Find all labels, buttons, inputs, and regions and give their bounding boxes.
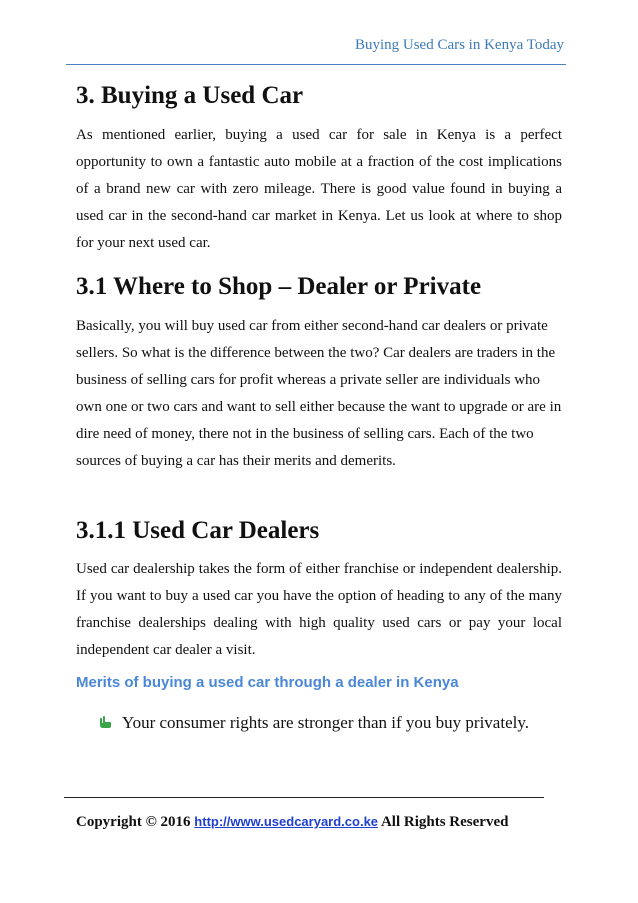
section-paragraph-intro: As mentioned earlier, buying a used car for sale in Kenya is a perfect opportunity to own a fantastic auto mobile at a fraction of the cost implications of a brand new car with zero mileage. There is good value found in buying a used car in the second-hand car market in Kenya. Let us look at where to shop for your next used car. [76, 127, 562, 252]
page-content [76, 74, 562, 733]
running-header: Buying Used Cars in Kenya Today [354, 37, 564, 53]
footer-divider [64, 797, 544, 798]
rights-reserved-text: All Rights Reserved [380, 814, 509, 830]
footer [76, 814, 508, 831]
section-paragraph-where-to-shop: Basically, you will buy used car from either second-hand car dealers or private sellers. So what is the difference between the two? Car dealers are traders in the business of selling cars for profit whereas a private seller are individuals who own one or two cars and want to sell either because the want to upgrade or are in dire need of money, there not in the business of selling cars. Each of the two sources of buying a car has their merits and demerits. [76, 317, 562, 469]
subheading-dealer-merits: Merits of buying a used car through a dealer in Kenya [76, 673, 459, 691]
section-heading-where-to-shop: 3.1 Where to Shop – Dealer or Private [76, 273, 482, 301]
header-divider [66, 64, 566, 65]
pointing-hand-icon [98, 715, 114, 731]
bullet-text: Your consumer rights are stronger than if you buy privately. [122, 712, 529, 732]
section-heading-buying-used-car: 3. Buying a Used Car [76, 82, 304, 109]
section-heading-used-car-dealers: 3.1.1 Used Car Dealers [76, 516, 320, 544]
bullet-item [98, 713, 562, 733]
section-paragraph-used-car-dealers: Used car dealership takes the form of either franchise or independent dealership. If you want to buy a used car you have the option of heading to any of the many franchise dealerships dealing with high quality used cars or pay your local independent car dealer a visit. [76, 560, 562, 658]
copyright-text: Copyright © 2016 [76, 814, 191, 830]
website-link[interactable]: http://www.usedcaryard.co.ke [194, 814, 379, 829]
